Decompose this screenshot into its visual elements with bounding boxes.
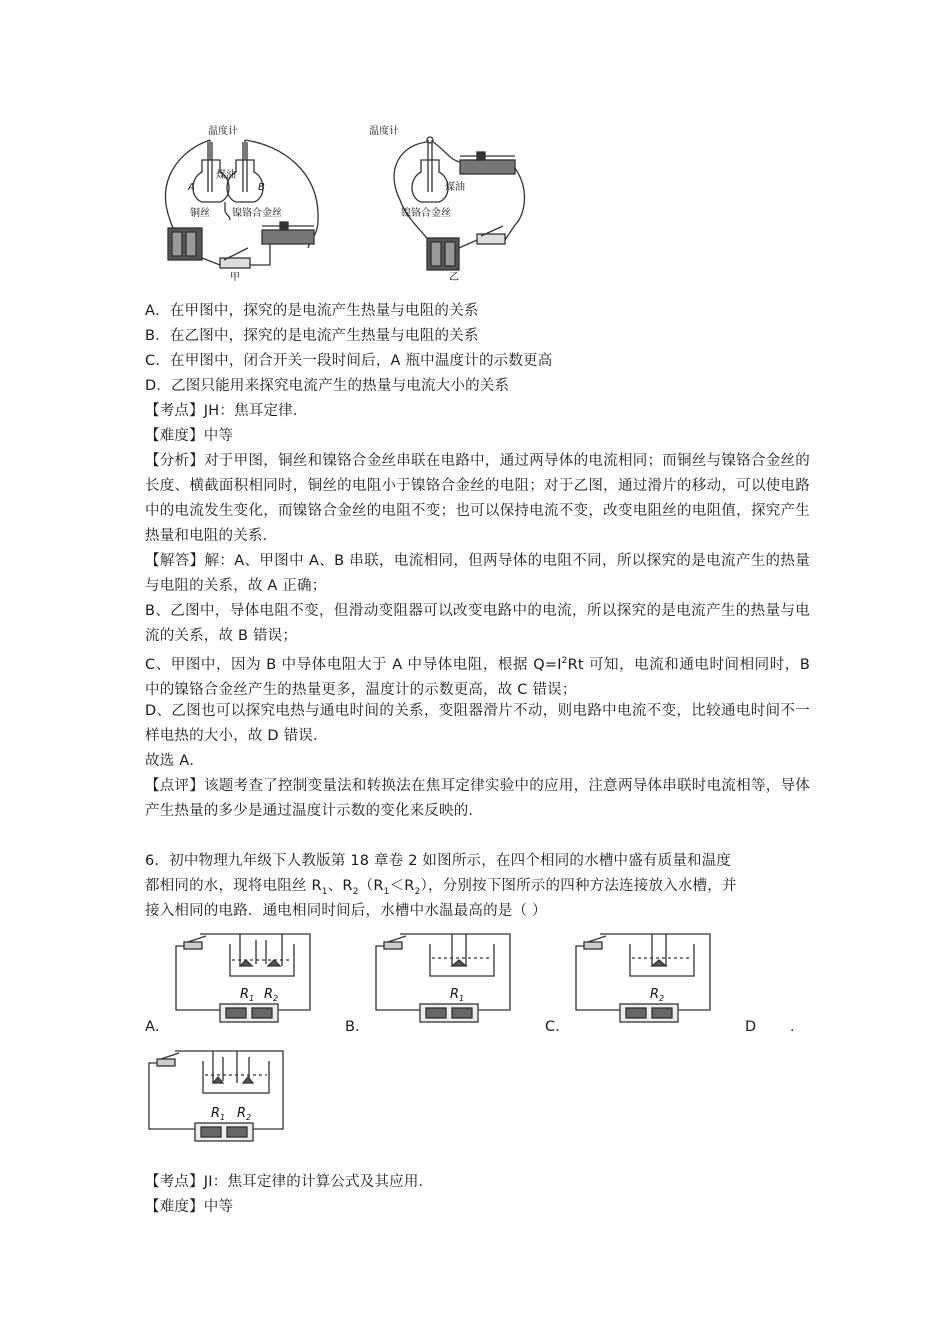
yi-nicr-label: 镍铬合金丝 (401, 208, 451, 219)
yi-caption: 乙 (449, 272, 459, 283)
q6d-r2-sub: 2 (246, 1113, 252, 1122)
q6b-r1-sub: 1 (459, 994, 465, 1003)
q6-stem-line1: 6．初中物理九年级下人教版第 18 章卷 2 如图所示，在四个相同的水槽中盛有质量和温度 (145, 853, 732, 869)
jia-nicr-label: 镍铬合金丝 (232, 208, 282, 219)
q6-nandu: 【难度】中等 (145, 1199, 234, 1215)
q5-option-b: B．在乙图中，探究的是电流产生热量与电阻的关系 (145, 328, 479, 344)
q6-line2-d: ＜R (389, 878, 415, 894)
q6-kaodian: 【考点】JI：焦耳定律的计算公式及其应用． (145, 1174, 434, 1190)
jia-b-label: B (258, 182, 265, 193)
q5-answer-d: D、乙图也可以探究电热与通电时间的关系，变阻器滑片不动，则电路中电流不变，比较通电时间不一样电热的大小，故 D 错误． (145, 703, 810, 744)
q6-sub2: 2 (352, 886, 359, 897)
q5-option-d: D．乙图只能用来探究电流产生的热量与电流大小的关系 (145, 378, 510, 394)
q6-figure-d (145, 1045, 290, 1153)
svg-text:R2 (237, 1106, 251, 1122)
q6-line2-c: （R (358, 878, 384, 894)
q5-option-a: A．在甲图中，探究的是电流产生热量与电阻的关系 (145, 303, 479, 319)
yi-thermometer-label: 温度计 (369, 126, 399, 137)
q5-answer-c-part1: C、甲图中，因为 B 中导体电阻大于 A 中导体电阻，根据 Q=I (145, 656, 562, 673)
jia-a-label: A (188, 182, 195, 193)
q6d-r1-sub: 1 (220, 1113, 226, 1122)
q5-guxuan: 故选 A． (145, 753, 205, 769)
q5-jieda: 【解答】解：A、甲图中 A、B 串联，电流相同，但两导体的电阻不同，所以探究的是电流产生的热量与电阻的关系，故 A 正确； (145, 553, 810, 594)
q6-option-b-label: B． (345, 1019, 370, 1035)
q5-fenxi: 【分析】对于甲图，铜丝和镍铬合金丝串联在电路中，通过两导体的电流相同；而铜丝与镍铬合金丝的长度、横截面积相同时，铜丝的电阻小于镍铬合金丝的电阻；对于乙图，通过滑片的移动，可以使电路中的电流发生变化，而镍铬合金丝的电阻不变；也可以保持电流不变，改变电阻丝的电阻值，探究产生热量和电阻的关系． (145, 453, 810, 544)
q5-answer-c (145, 649, 810, 703)
q6c-r2-label: R (650, 987, 660, 1002)
q6a-r2-sub: 2 (273, 994, 279, 1003)
q6-stem-line3: 接入相同的电路．通电相同时间后，水槽中水温最高的是（ ） (145, 903, 547, 919)
q6-option-c-label: C． (545, 1019, 570, 1035)
jia-copper-label: 铜丝 (190, 208, 210, 219)
q6-figure-b (370, 928, 515, 1036)
q6-sub4: 2 (414, 886, 421, 897)
jia-thermometer-label: 温度计 (208, 126, 238, 137)
q6a-r1-label: R (240, 987, 250, 1002)
q6-option-d-label: D (745, 1019, 757, 1035)
q6a-r2-label: R (264, 987, 274, 1002)
q6-line2-e: ），分别按下图所示的四种方法连接放入水槽，并 (420, 878, 737, 894)
svg-text:R1 (211, 1106, 225, 1122)
q6-line2-a: 都相同的水，现将电阻丝 R (145, 878, 322, 894)
jia-oil-label: 煤油 (216, 170, 236, 181)
figure-jia-circuit (150, 120, 340, 285)
q5-option-c: C．在甲图中，闭合开关一段时间后，A 瓶中温度计的示数更高 (145, 353, 553, 369)
q6d-r2-label: R (237, 1106, 247, 1121)
q5-answer-b: B、乙图中，导体电阻不变，但滑动变阻器可以改变电路中的电流，所以探究的是电流产生的热量与电流的关系，故 B 错误； (145, 603, 810, 644)
figure-yi-circuit (365, 120, 540, 285)
q5-answer-c-sup: 2 (561, 656, 568, 666)
jia-caption: 甲 (230, 272, 240, 283)
q5-answer-c-part2: Rt 可知，电流和通电时间相同时，B 中的镍铬合金丝产生的热量更多，温度计的示数更高，故 C 错误； (145, 656, 810, 698)
q5-dianping: 【点评】该题考查了控制变量法和转换法在焦耳定律实验中的应用，注意两导体串联时电流相等，导体产生热量的多少是通过温度计示数的变化来反映的． (145, 778, 810, 819)
q6-figure-a (170, 928, 315, 1036)
q6-option-d-dot: ． (790, 1019, 805, 1035)
svg-text:R2 (650, 987, 664, 1003)
q6-sub1: 1 (321, 886, 328, 897)
q6-option-a-label: A． (145, 1019, 170, 1035)
q6c-r2-sub: 2 (659, 994, 665, 1003)
svg-text:R1 (450, 987, 464, 1003)
q6-figure-c (570, 928, 715, 1036)
q6d-r1-label: R (211, 1106, 221, 1121)
q5-nandu: 【难度】中等 (145, 428, 234, 444)
q5-kaodian: 【考点】JH：焦耳定律． (145, 403, 308, 419)
yi-oil-label: 煤油 (445, 182, 465, 193)
q6a-r1-sub: 1 (249, 994, 255, 1003)
q6-line2-b: 、R (327, 878, 353, 894)
svg-text:R1 (240, 987, 254, 1003)
q6-sub3: 1 (383, 886, 390, 897)
svg-text:R2 (264, 987, 278, 1003)
q6b-r1-label: R (450, 987, 460, 1002)
